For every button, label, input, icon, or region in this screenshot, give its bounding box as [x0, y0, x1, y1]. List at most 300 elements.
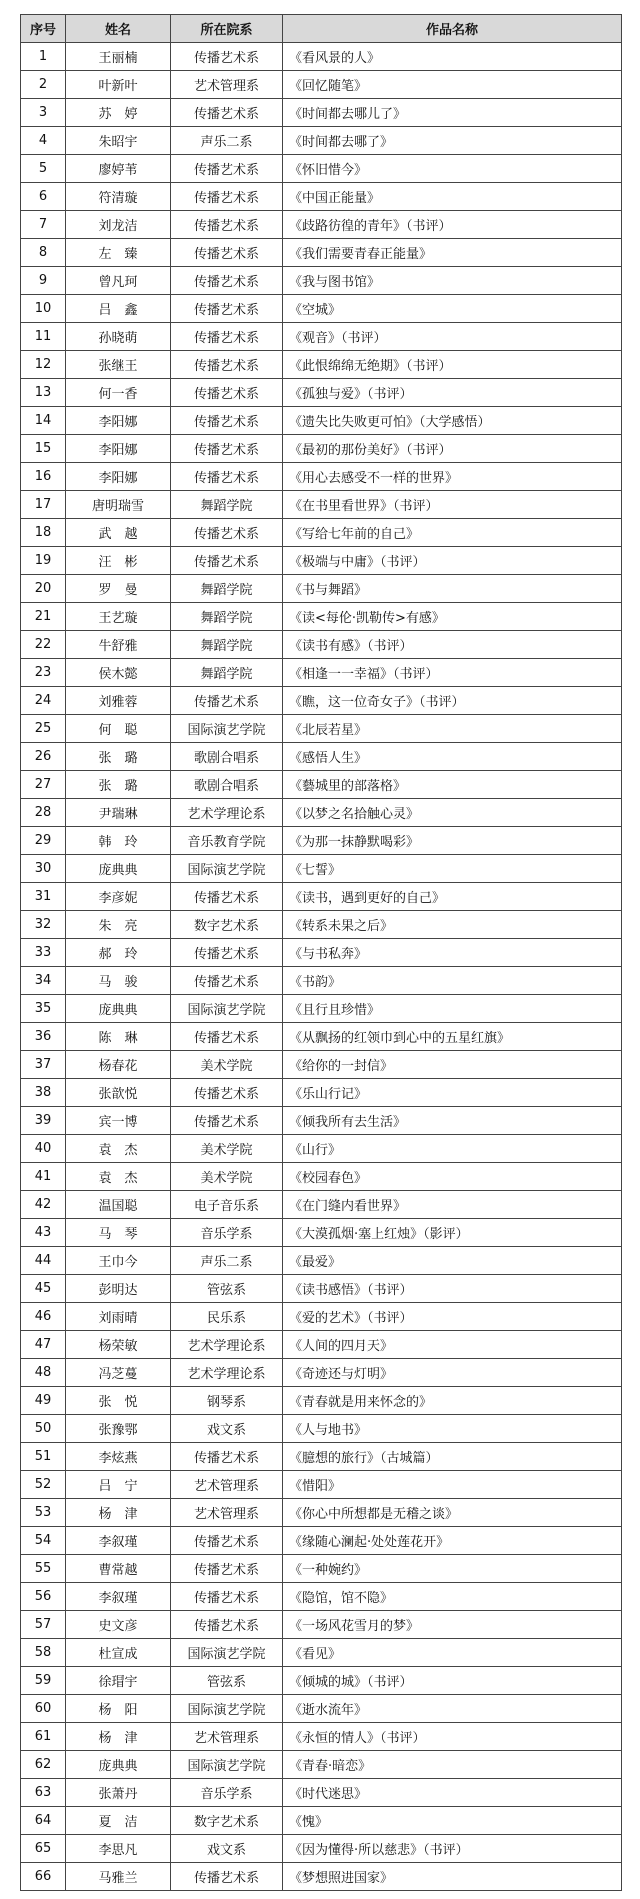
- table-row: [21, 1639, 622, 1667]
- work-title: 《回忆随笔》: [283, 71, 622, 99]
- table-row: [21, 1415, 622, 1443]
- student-name: 张萧丹: [66, 1779, 171, 1807]
- work-title: 《孤独与爱》（书评）: [283, 379, 622, 407]
- work-title: 《藝城里的部落格》: [283, 771, 622, 799]
- row-number: 34: [21, 967, 66, 995]
- student-name: 张 璐: [66, 743, 171, 771]
- department: 传播艺术系: [171, 1583, 283, 1611]
- table-row: [21, 155, 622, 183]
- department: 传播艺术系: [171, 295, 283, 323]
- table-row: [21, 743, 622, 771]
- student-name: 张继王: [66, 351, 171, 379]
- student-name: 杜宣成: [66, 1639, 171, 1667]
- department: 声乐二系: [171, 127, 283, 155]
- row-number: 16: [21, 463, 66, 491]
- work-title: 《最爱》: [283, 1247, 622, 1275]
- department: 传播艺术系: [171, 323, 283, 351]
- student-name: 尹瑞琳: [66, 799, 171, 827]
- row-number: 61: [21, 1723, 66, 1751]
- student-name: 李叙瑾: [66, 1583, 171, 1611]
- work-title: 《在书里看世界》（书评）: [283, 491, 622, 519]
- department: 传播艺术系: [171, 967, 283, 995]
- student-name: 曹常越: [66, 1555, 171, 1583]
- department: 数字艺术系: [171, 1807, 283, 1835]
- row-number: 41: [21, 1163, 66, 1191]
- row-number: 6: [21, 183, 66, 211]
- work-title: 《感悟人生》: [283, 743, 622, 771]
- student-name: 左 臻: [66, 239, 171, 267]
- student-name: 牛舒雅: [66, 631, 171, 659]
- table-row: [21, 883, 622, 911]
- student-name: 李阳娜: [66, 435, 171, 463]
- department: 传播艺术系: [171, 687, 283, 715]
- student-name: 温国聪: [66, 1191, 171, 1219]
- work-title: 《用心去感受不一样的世界》: [283, 463, 622, 491]
- student-name: 庞典典: [66, 1751, 171, 1779]
- department: 国际演艺学院: [171, 715, 283, 743]
- student-name: 刘雨晴: [66, 1303, 171, 1331]
- department: 艺术学理论系: [171, 1359, 283, 1387]
- header-work-title: 作品名称: [283, 15, 622, 43]
- table-row: [21, 379, 622, 407]
- student-name: 李阳娜: [66, 463, 171, 491]
- student-name: 杨 津: [66, 1499, 171, 1527]
- department: 传播艺术系: [171, 239, 283, 267]
- student-name: 杨荣敏: [66, 1331, 171, 1359]
- student-name: 庞典典: [66, 995, 171, 1023]
- work-title: 《时间都去哪了》: [283, 127, 622, 155]
- row-number: 17: [21, 491, 66, 519]
- row-number: 48: [21, 1359, 66, 1387]
- student-name: 杨春花: [66, 1051, 171, 1079]
- work-title: 《书韵》: [283, 967, 622, 995]
- table-row: [21, 43, 622, 71]
- table-row: [21, 1107, 622, 1135]
- department: 传播艺术系: [171, 463, 283, 491]
- department: 传播艺术系: [171, 407, 283, 435]
- row-number: 50: [21, 1415, 66, 1443]
- student-name: 王艺璇: [66, 603, 171, 631]
- row-number: 20: [21, 575, 66, 603]
- department: 传播艺术系: [171, 43, 283, 71]
- table-row: [21, 771, 622, 799]
- work-title: 《中国正能量》: [283, 183, 622, 211]
- table-row: [21, 827, 622, 855]
- table-row: [21, 1555, 622, 1583]
- department: 国际演艺学院: [171, 1639, 283, 1667]
- row-number: 25: [21, 715, 66, 743]
- student-name: 彭明达: [66, 1275, 171, 1303]
- row-number: 33: [21, 939, 66, 967]
- row-number: 32: [21, 911, 66, 939]
- row-number: 9: [21, 267, 66, 295]
- table-row: [21, 407, 622, 435]
- work-title: 《奇迹还与灯明》: [283, 1359, 622, 1387]
- header-department: 所在院系: [171, 15, 283, 43]
- row-number: 2: [21, 71, 66, 99]
- department: 民乐系: [171, 1303, 283, 1331]
- student-name: 王巾今: [66, 1247, 171, 1275]
- table-row: [21, 1611, 622, 1639]
- table-row: [21, 71, 622, 99]
- work-title: 《以梦之名拾触心灵》: [283, 799, 622, 827]
- table-row: [21, 1079, 622, 1107]
- row-number: 11: [21, 323, 66, 351]
- table-row: [21, 519, 622, 547]
- department: 电子音乐系: [171, 1191, 283, 1219]
- table-row: [21, 239, 622, 267]
- table-row: [21, 351, 622, 379]
- student-name: 杨 津: [66, 1723, 171, 1751]
- work-title: 《人与地书》: [283, 1415, 622, 1443]
- work-title: 《山行》: [283, 1135, 622, 1163]
- student-name: 王丽楠: [66, 43, 171, 71]
- student-name: 侯木懿: [66, 659, 171, 687]
- department: 传播艺术系: [171, 435, 283, 463]
- work-title: 《为那一抹静默喝彩》: [283, 827, 622, 855]
- department: 音乐教育学院: [171, 827, 283, 855]
- department: 戏文系: [171, 1835, 283, 1863]
- department: 国际演艺学院: [171, 1751, 283, 1779]
- row-number: 27: [21, 771, 66, 799]
- student-name: 刘龙洁: [66, 211, 171, 239]
- department: 传播艺术系: [171, 883, 283, 911]
- table-row: [21, 603, 622, 631]
- table-row: [21, 1807, 622, 1835]
- row-number: 8: [21, 239, 66, 267]
- table-row: [21, 99, 622, 127]
- department: 艺术管理系: [171, 1471, 283, 1499]
- table-row: [21, 1163, 622, 1191]
- table-row: [21, 967, 622, 995]
- department: 传播艺术系: [171, 183, 283, 211]
- row-number: 51: [21, 1443, 66, 1471]
- student-name: 李彦妮: [66, 883, 171, 911]
- table-row: [21, 183, 622, 211]
- work-title: 《写给七年前的自己》: [283, 519, 622, 547]
- table-row: [21, 267, 622, 295]
- student-name: 何 聪: [66, 715, 171, 743]
- work-title: 《空城》: [283, 295, 622, 323]
- work-title: 《一场风花雪月的梦》: [283, 1611, 622, 1639]
- work-title: 《梦想照进国家》: [283, 1863, 622, 1891]
- row-number: 45: [21, 1275, 66, 1303]
- table-row: [21, 715, 622, 743]
- table-row: [21, 1359, 622, 1387]
- student-name: 张歆悦: [66, 1079, 171, 1107]
- student-name: 马 琴: [66, 1219, 171, 1247]
- table-row: [21, 547, 622, 575]
- table-row: [21, 463, 622, 491]
- student-name: 杨 阳: [66, 1695, 171, 1723]
- table-row: [21, 575, 622, 603]
- table-row: [21, 1499, 622, 1527]
- row-number: 31: [21, 883, 66, 911]
- work-title: 《怀旧惜今》: [283, 155, 622, 183]
- department: 舞蹈学院: [171, 575, 283, 603]
- student-name: 郝 玲: [66, 939, 171, 967]
- department: 音乐学系: [171, 1219, 283, 1247]
- row-number: 53: [21, 1499, 66, 1527]
- work-title: 《大漠孤烟·塞上红烛》（影评）: [283, 1219, 622, 1247]
- row-number: 35: [21, 995, 66, 1023]
- table-row: [21, 1023, 622, 1051]
- table-row: [21, 1695, 622, 1723]
- department: 传播艺术系: [171, 155, 283, 183]
- department: 声乐二系: [171, 1247, 283, 1275]
- row-number: 49: [21, 1387, 66, 1415]
- department: 钢琴系: [171, 1387, 283, 1415]
- work-title: 《永恒的情人》（书评）: [283, 1723, 622, 1751]
- table-row: [21, 1303, 622, 1331]
- table-row: [21, 687, 622, 715]
- table-row: [21, 1247, 622, 1275]
- work-title: 《从飘扬的红领巾到心中的五星红旗》: [283, 1023, 622, 1051]
- table-row: [21, 1443, 622, 1471]
- table-row: [21, 1863, 622, 1891]
- student-name: 李思凡: [66, 1835, 171, 1863]
- work-title: 《观音》（书评）: [283, 323, 622, 351]
- department: 传播艺术系: [171, 547, 283, 575]
- row-number: 66: [21, 1863, 66, 1891]
- department: 传播艺术系: [171, 1443, 283, 1471]
- row-number: 56: [21, 1583, 66, 1611]
- department: 艺术学理论系: [171, 1331, 283, 1359]
- student-name: 孙晓萌: [66, 323, 171, 351]
- department: 舞蹈学院: [171, 603, 283, 631]
- student-name: 张 璐: [66, 771, 171, 799]
- header-number: 序号: [21, 15, 66, 43]
- table-row: [21, 1583, 622, 1611]
- table-row: [21, 1471, 622, 1499]
- table-row: [21, 435, 622, 463]
- row-number: 3: [21, 99, 66, 127]
- department: 国际演艺学院: [171, 995, 283, 1023]
- row-number: 46: [21, 1303, 66, 1331]
- department: 艺术管理系: [171, 1499, 283, 1527]
- department: 美术学院: [171, 1135, 283, 1163]
- row-number: 37: [21, 1051, 66, 1079]
- row-number: 47: [21, 1331, 66, 1359]
- student-name: 史文彦: [66, 1611, 171, 1639]
- student-name: 张豫鄂: [66, 1415, 171, 1443]
- table-row: [21, 1219, 622, 1247]
- row-number: 60: [21, 1695, 66, 1723]
- student-name: 朱 亮: [66, 911, 171, 939]
- table-row: [21, 127, 622, 155]
- table-row: [21, 323, 622, 351]
- department: 美术学院: [171, 1051, 283, 1079]
- row-number: 23: [21, 659, 66, 687]
- department: 国际演艺学院: [171, 1695, 283, 1723]
- row-number: 38: [21, 1079, 66, 1107]
- department: 舞蹈学院: [171, 491, 283, 519]
- work-title: 《你心中所想都是无稽之谈》: [283, 1499, 622, 1527]
- department: 传播艺术系: [171, 1611, 283, 1639]
- work-title: 《一种婉约》: [283, 1555, 622, 1583]
- student-name: 袁 杰: [66, 1135, 171, 1163]
- student-name: 汪 彬: [66, 547, 171, 575]
- table-row: [21, 1275, 622, 1303]
- row-number: 10: [21, 295, 66, 323]
- work-title: 《转系未果之后》: [283, 911, 622, 939]
- work-title: 《倾我所有去生活》: [283, 1107, 622, 1135]
- work-title: 《逝水流年》: [283, 1695, 622, 1723]
- student-name: 唐明瑞雪: [66, 491, 171, 519]
- table-row: [21, 1387, 622, 1415]
- work-title: 《青春就是用来怀念的》: [283, 1387, 622, 1415]
- work-title: 《愧》: [283, 1807, 622, 1835]
- header-row: [21, 15, 622, 43]
- row-number: 57: [21, 1611, 66, 1639]
- student-name: 李阳娜: [66, 407, 171, 435]
- department: 传播艺术系: [171, 939, 283, 967]
- row-number: 18: [21, 519, 66, 547]
- table-row: [21, 295, 622, 323]
- table-row: [21, 911, 622, 939]
- student-name: 何一香: [66, 379, 171, 407]
- row-number: 26: [21, 743, 66, 771]
- student-name: 张 悦: [66, 1387, 171, 1415]
- table-row: [21, 1051, 622, 1079]
- work-title: 《惜阳》: [283, 1471, 622, 1499]
- department: 传播艺术系: [171, 1863, 283, 1891]
- department: 舞蹈学院: [171, 631, 283, 659]
- department: 艺术学理论系: [171, 799, 283, 827]
- row-number: 36: [21, 1023, 66, 1051]
- row-number: 4: [21, 127, 66, 155]
- department: 艺术管理系: [171, 1723, 283, 1751]
- department: 传播艺术系: [171, 1079, 283, 1107]
- table-row: [21, 855, 622, 883]
- work-title: 《时代迷思》: [283, 1779, 622, 1807]
- row-number: 22: [21, 631, 66, 659]
- work-title: 《读<每伦·凯勒传>有感》: [283, 603, 622, 631]
- department: 传播艺术系: [171, 519, 283, 547]
- work-title: 《人间的四月天》: [283, 1331, 622, 1359]
- work-title: 《青春·暗恋》: [283, 1751, 622, 1779]
- department: 管弦系: [171, 1275, 283, 1303]
- department: 传播艺术系: [171, 99, 283, 127]
- row-number: 64: [21, 1807, 66, 1835]
- table-row: [21, 1835, 622, 1863]
- work-title: 《最初的那份美好》（书评）: [283, 435, 622, 463]
- work-title: 《爱的艺术》（书评）: [283, 1303, 622, 1331]
- work-title: 《倾城的城》（书评）: [283, 1667, 622, 1695]
- department: 传播艺术系: [171, 1555, 283, 1583]
- table-row: [21, 1135, 622, 1163]
- table-row: [21, 799, 622, 827]
- work-title: 《极端与中庸》（书评）: [283, 547, 622, 575]
- row-number: 13: [21, 379, 66, 407]
- department: 歌剧合唱系: [171, 771, 283, 799]
- row-number: 21: [21, 603, 66, 631]
- row-number: 65: [21, 1835, 66, 1863]
- student-name: 庞典典: [66, 855, 171, 883]
- row-number: 7: [21, 211, 66, 239]
- department: 传播艺术系: [171, 267, 283, 295]
- student-name: 刘雅蓉: [66, 687, 171, 715]
- work-title: 《臆想的旅行》（古城篇）: [283, 1443, 622, 1471]
- table-row: [21, 1779, 622, 1807]
- work-title: 《乐山行记》: [283, 1079, 622, 1107]
- department: 传播艺术系: [171, 1023, 283, 1051]
- work-title: 《校园春色》: [283, 1163, 622, 1191]
- department: 艺术管理系: [171, 71, 283, 99]
- student-name: 武 越: [66, 519, 171, 547]
- student-name: 宾一博: [66, 1107, 171, 1135]
- department: 国际演艺学院: [171, 855, 283, 883]
- row-number: 62: [21, 1751, 66, 1779]
- student-name: 苏 婷: [66, 99, 171, 127]
- student-name: 徐瑁宇: [66, 1667, 171, 1695]
- row-number: 42: [21, 1191, 66, 1219]
- table-row: [21, 1331, 622, 1359]
- table-row: [21, 659, 622, 687]
- work-title: 《隐馆，馆不隐》: [283, 1583, 622, 1611]
- table-row: [21, 491, 622, 519]
- student-name: 陈 琳: [66, 1023, 171, 1051]
- department: 传播艺术系: [171, 1107, 283, 1135]
- student-name: 韩 玲: [66, 827, 171, 855]
- row-number: 39: [21, 1107, 66, 1135]
- department: 歌剧合唱系: [171, 743, 283, 771]
- student-name: 李叙瑾: [66, 1527, 171, 1555]
- row-number: 54: [21, 1527, 66, 1555]
- student-name: 叶新叶: [66, 71, 171, 99]
- row-number: 14: [21, 407, 66, 435]
- student-name: 符清璇: [66, 183, 171, 211]
- row-number: 19: [21, 547, 66, 575]
- table-row: [21, 1191, 622, 1219]
- department: 舞蹈学院: [171, 659, 283, 687]
- table-row: [21, 995, 622, 1023]
- table-row: [21, 1723, 622, 1751]
- table-row: [21, 939, 622, 967]
- work-title: 《在门缝内看世界》: [283, 1191, 622, 1219]
- department: 传播艺术系: [171, 211, 283, 239]
- row-number: 28: [21, 799, 66, 827]
- work-title: 《相逢一一幸福》（书评）: [283, 659, 622, 687]
- department: 美术学院: [171, 1163, 283, 1191]
- row-number: 1: [21, 43, 66, 71]
- work-title: 《北辰若星》: [283, 715, 622, 743]
- department: 传播艺术系: [171, 1527, 283, 1555]
- work-title: 《看风景的人》: [283, 43, 622, 71]
- department: 数字艺术系: [171, 911, 283, 939]
- table-row: [21, 1527, 622, 1555]
- work-title: 《读书，遇到更好的自己》: [283, 883, 622, 911]
- department: 传播艺术系: [171, 379, 283, 407]
- department: 戏文系: [171, 1415, 283, 1443]
- student-name: 冯芝蔓: [66, 1359, 171, 1387]
- student-name: 吕 宁: [66, 1471, 171, 1499]
- department: 音乐学系: [171, 1779, 283, 1807]
- row-number: 5: [21, 155, 66, 183]
- work-title: 《看见》: [283, 1639, 622, 1667]
- work-title: 《书与舞蹈》: [283, 575, 622, 603]
- student-name: 吕 鑫: [66, 295, 171, 323]
- student-name: 李炫燕: [66, 1443, 171, 1471]
- header-name: 姓名: [66, 15, 171, 43]
- student-name: 马 骏: [66, 967, 171, 995]
- row-number: 30: [21, 855, 66, 883]
- work-title: 《七誓》: [283, 855, 622, 883]
- work-title: 《此恨绵绵无绝期》（书评）: [283, 351, 622, 379]
- row-number: 12: [21, 351, 66, 379]
- row-number: 52: [21, 1471, 66, 1499]
- row-number: 15: [21, 435, 66, 463]
